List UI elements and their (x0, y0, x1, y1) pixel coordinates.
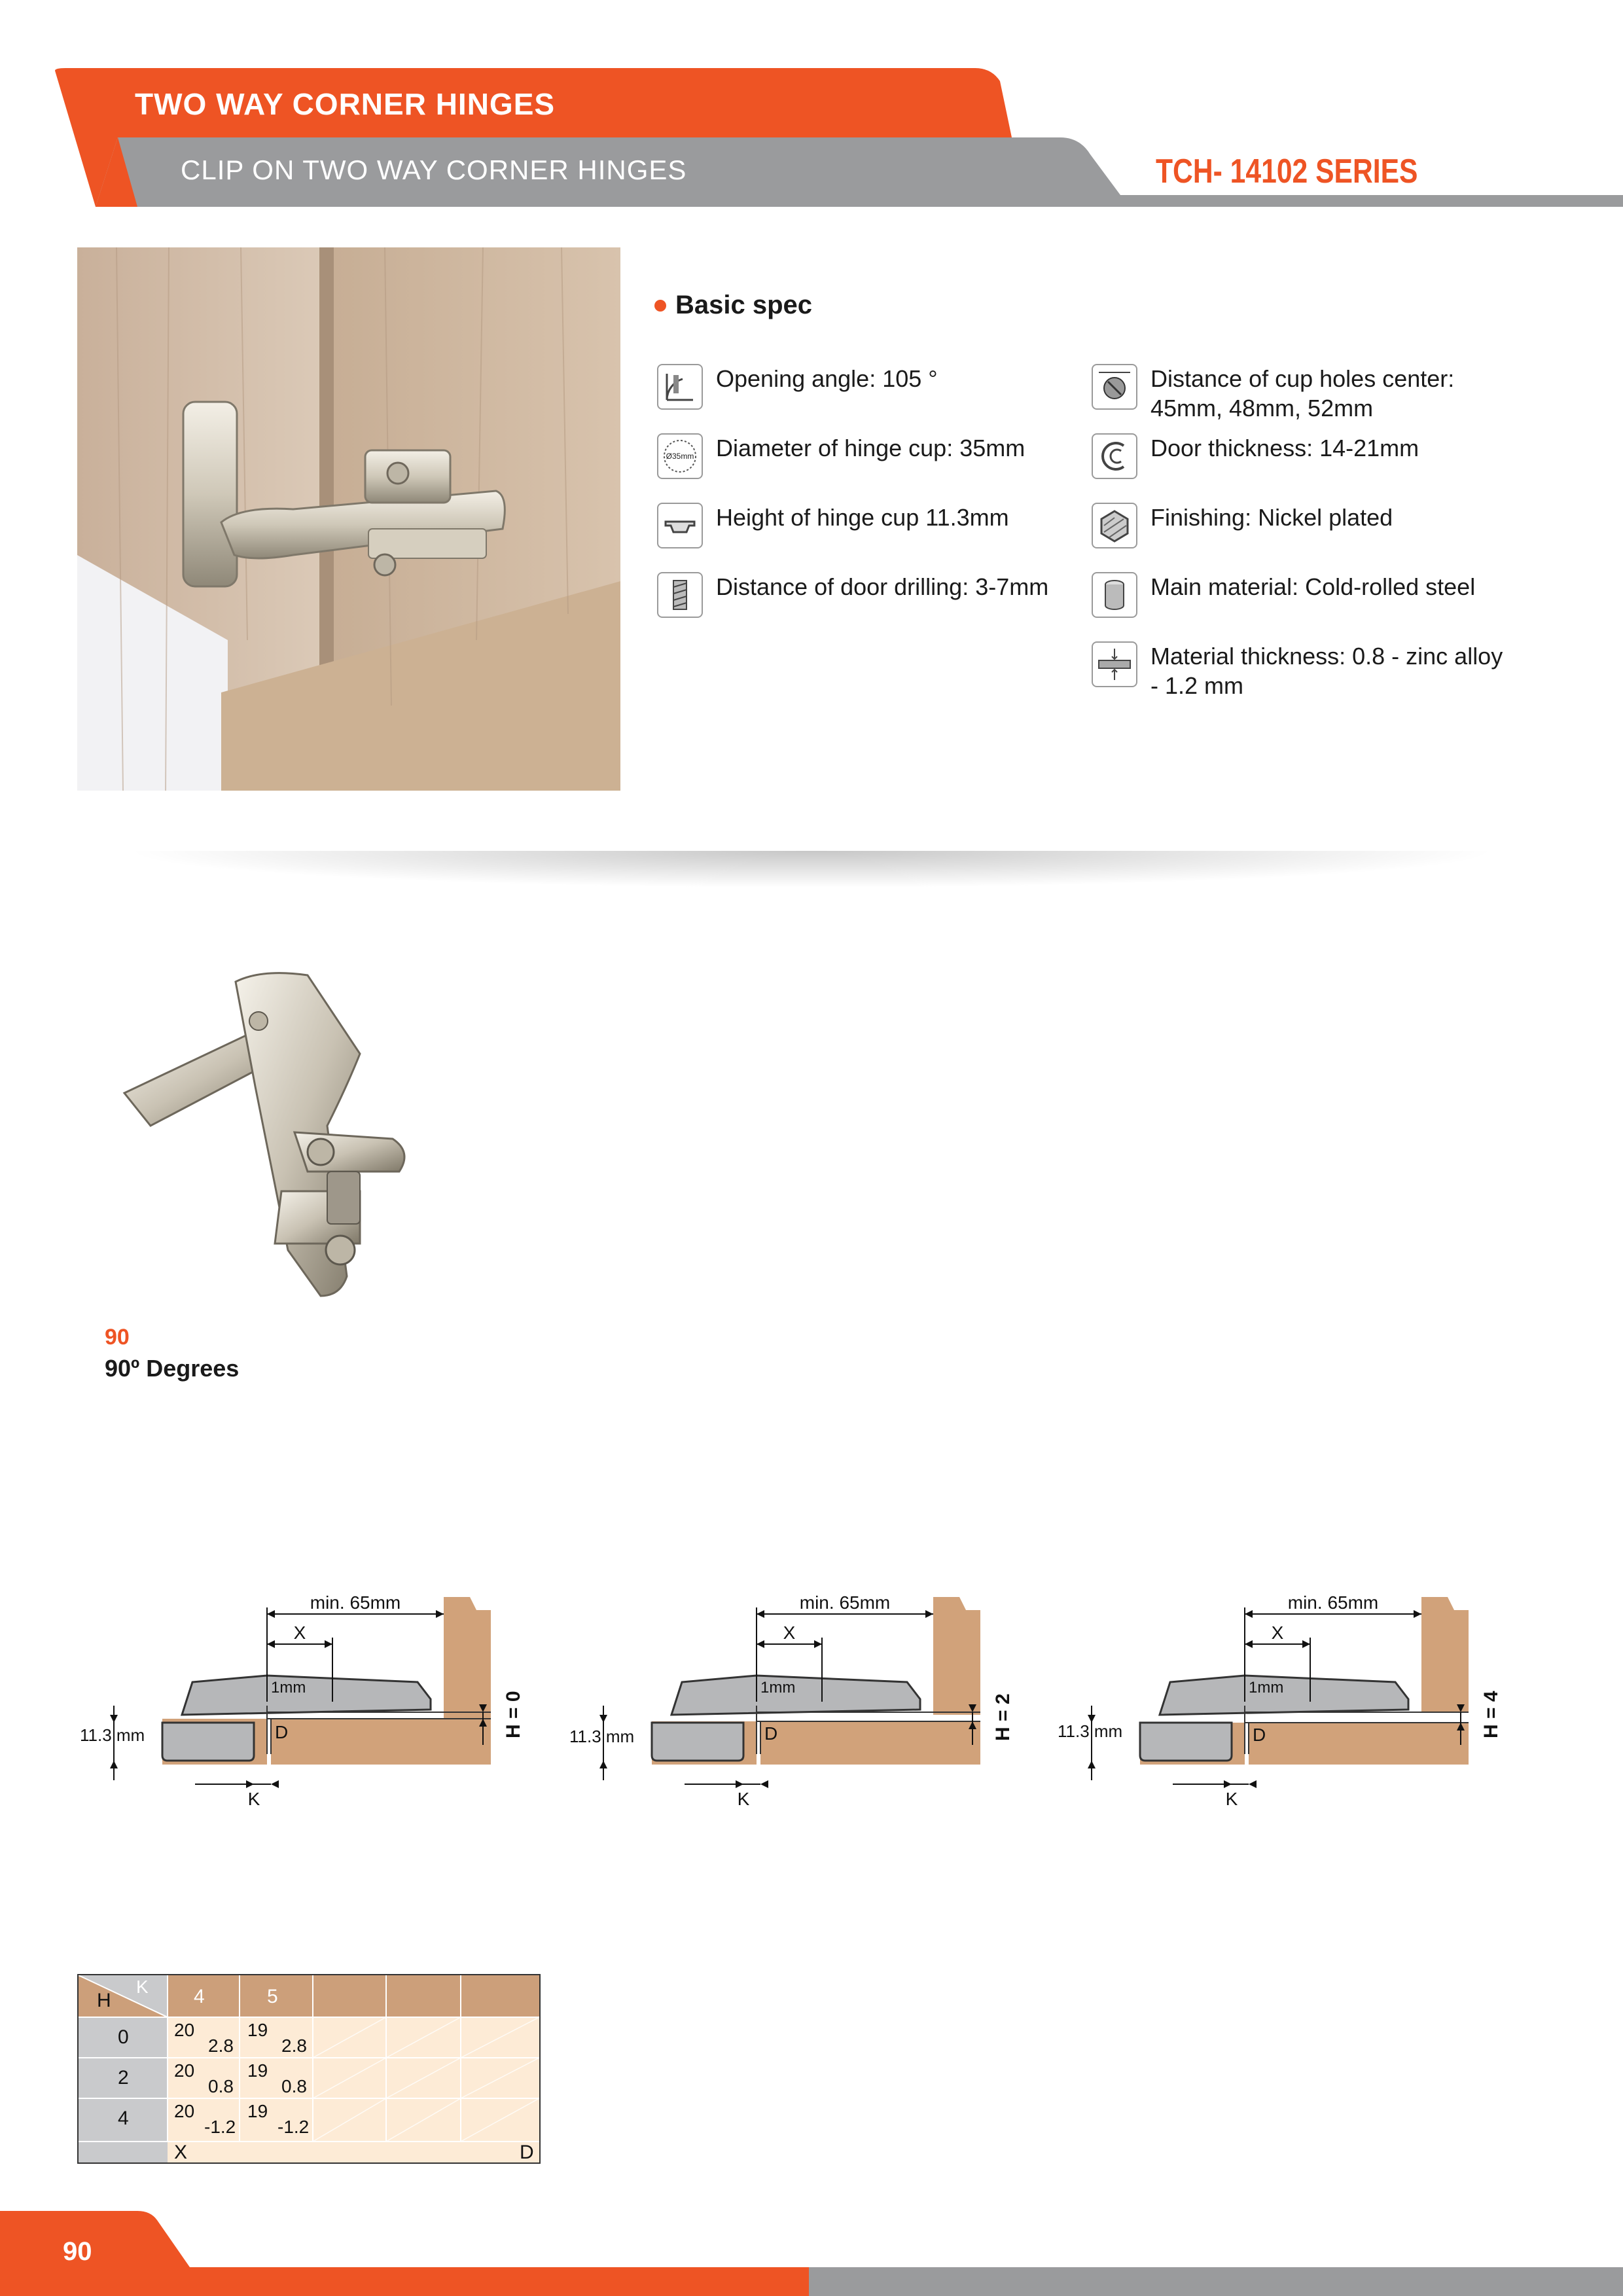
k-label: K (247, 1789, 260, 1809)
spec-item (657, 503, 1082, 548)
spec-item (1092, 433, 1517, 479)
spec-door-drilling: Distance of door drilling: 3-7mm (716, 573, 1049, 600)
spec-opening-angle: Opening angle: 105 ° (716, 365, 938, 392)
x-label: X (293, 1623, 306, 1643)
min-label: min. 65mm (1287, 1592, 1379, 1613)
table-d-value: -1.2 (277, 2117, 310, 2137)
mm-label: 1mm (1249, 1679, 1284, 1696)
cup-diameter-icon (657, 433, 703, 479)
cup-holes-center-icon (1092, 364, 1137, 410)
table-k-header: K (136, 1977, 149, 1997)
table-x-value: 19 (247, 2101, 268, 2121)
mm-label: 1mm (760, 1679, 796, 1696)
table-h-header: H (97, 1990, 111, 2011)
k-label: K (1225, 1789, 1238, 1809)
spec-item (1092, 641, 1517, 700)
spec-cup-holes-center: Distance of cup holes center: 45mm, 48mm, 52mm (1150, 365, 1455, 422)
table-footer-x: X (174, 2142, 188, 2163)
spec-item (1092, 364, 1517, 423)
table-x-value: 20 (174, 2020, 195, 2040)
spec-item (1092, 572, 1517, 618)
table-k-value: 4 (194, 1986, 205, 2007)
k-label: K (737, 1789, 750, 1809)
h-label: H = 4 (1480, 1691, 1502, 1738)
x-label: X (783, 1623, 796, 1643)
d-label: D (1253, 1725, 1266, 1745)
spec-cup-height: Height of hinge cup 11.3mm (716, 504, 1009, 531)
spec-finishing: Finishing: Nickel plated (1150, 504, 1393, 531)
table-x-value: 19 (247, 2020, 268, 2040)
bullet-icon (654, 300, 666, 312)
spec-main-material: Main material: Cold-rolled steel (1150, 573, 1476, 600)
door-thickness-icon (1092, 433, 1137, 479)
page-title: TWO WAY CORNER HINGES (135, 87, 556, 121)
cup-diameter-icon-label: Ø35mm (666, 452, 694, 461)
page-subtitle: CLIP ON TWO WAY CORNER HINGES (181, 154, 687, 185)
spec-item (657, 433, 1082, 479)
table-k-value: 5 (267, 1986, 278, 2007)
product-code: 90 (105, 1325, 130, 1350)
hinge-spec-table (77, 1974, 541, 2164)
table-x-value: 19 (247, 2060, 268, 2081)
mm-label: 1mm (271, 1679, 306, 1696)
table-h-value: 0 (118, 2026, 129, 2048)
min-label: min. 65mm (799, 1592, 891, 1613)
hinge-product-image (111, 956, 517, 1322)
footer-bar (0, 2211, 1623, 2296)
table-d-value: 2.8 (281, 2036, 307, 2056)
cup-label: 11.3 mm (80, 1725, 145, 1745)
section-divider (0, 851, 1623, 903)
product-photo (77, 247, 620, 791)
installation-diagram-h0 (77, 1584, 535, 1813)
product-degrees: 90º Degrees (105, 1355, 240, 1382)
spec-item (657, 572, 1082, 618)
opening-angle-icon (657, 364, 703, 410)
installation-diagram-h4 (1055, 1584, 1513, 1813)
spec-cup-diameter: Diameter of hinge cup: 35mm (716, 435, 1026, 461)
installation-diagram-h2 (567, 1584, 1025, 1813)
table-h-value: 2 (118, 2067, 129, 2089)
table-x-value: 20 (174, 2101, 195, 2121)
spec-heading: Basic spec (654, 291, 812, 320)
table-d-value: -1.2 (204, 2117, 236, 2137)
spec-door-thickness: Door thickness: 14-21mm (1150, 435, 1419, 461)
main-material-icon (1092, 572, 1137, 618)
cup-label: 11.3 mm (569, 1727, 635, 1746)
table-x-value: 20 (174, 2060, 195, 2081)
table-footer-d: D (520, 2142, 534, 2163)
material-thickness-icon (1092, 641, 1137, 687)
finishing-icon (1092, 503, 1137, 548)
h-label: H = 0 (503, 1691, 524, 1738)
h-label: H = 2 (992, 1693, 1014, 1741)
table-d-value: 0.8 (281, 2076, 307, 2096)
door-drilling-icon (657, 572, 703, 618)
d-label: D (275, 1722, 289, 1742)
d-label: D (764, 1723, 778, 1744)
spec-material-thickness: Material thickness: 0.8 - zinc alloy - 1.2 mm (1150, 643, 1503, 699)
series-code: TCH- 14102 SERIES (1156, 152, 1418, 190)
spec-item (1092, 503, 1517, 548)
spec-item (657, 364, 1082, 410)
x-label: X (1271, 1623, 1284, 1643)
cup-height-icon (657, 503, 703, 548)
table-d-value: 2.8 (208, 2036, 234, 2056)
cup-label: 11.3 mm (1058, 1721, 1123, 1741)
table-d-value: 0.8 (208, 2076, 234, 2096)
table-h-value: 4 (118, 2108, 129, 2129)
page-number: 90 (63, 2237, 92, 2266)
min-label: min. 65mm (310, 1592, 401, 1613)
